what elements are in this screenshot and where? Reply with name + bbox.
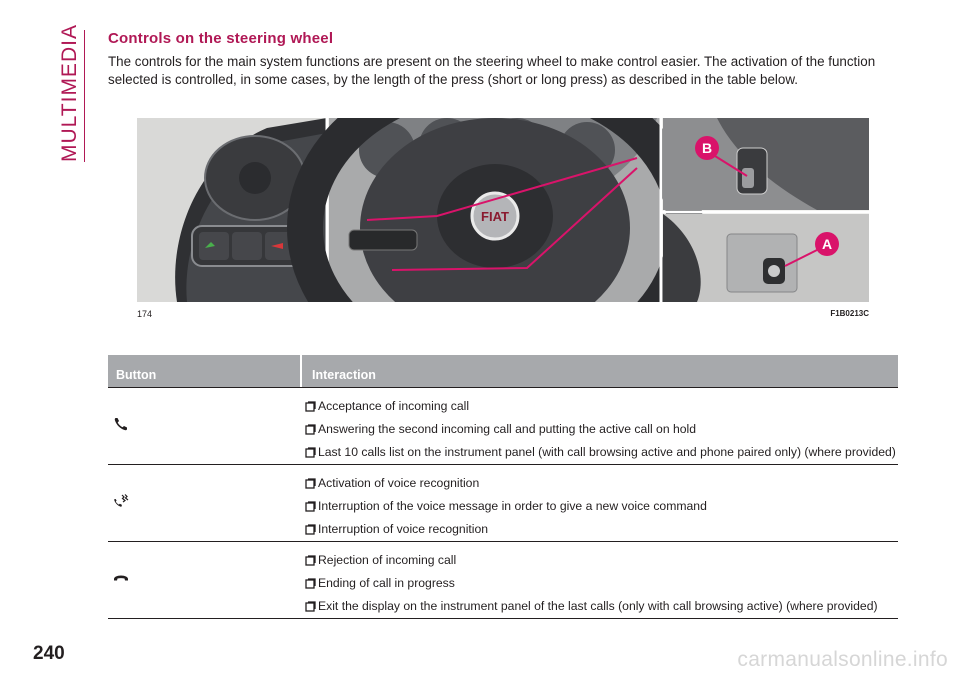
list-item: Answering the second incoming call and putting the active call on hold — [302, 422, 898, 445]
list-item: Ending of call in progress — [302, 576, 898, 599]
table-row — [108, 542, 898, 619]
controls-table — [108, 355, 898, 619]
watermark: carmanualsonline.info — [737, 648, 948, 671]
table-row — [108, 465, 898, 542]
list-item: Exit the display on the instrument panel of the last calls (only with call browsing active) (where provided) — [302, 599, 898, 622]
center-steering-wheel — [305, 118, 685, 302]
voice-recognition-icon — [113, 493, 129, 509]
checkbox-bullet-icon — [305, 401, 316, 412]
column-header-button: Button — [116, 368, 157, 382]
phone-hangup-icon — [113, 570, 129, 586]
page-title: Controls on the steering wheel — [108, 30, 334, 47]
list-item: Rejection of incoming call — [302, 553, 898, 576]
callout-b-label: B — [701, 140, 713, 156]
list-item: Acceptance of incoming call — [302, 399, 898, 422]
checkbox-bullet-icon — [305, 601, 316, 612]
page-number: 240 — [33, 643, 65, 664]
figure-code: F1B0213C — [830, 309, 869, 318]
checkbox-bullet-icon — [305, 501, 316, 512]
callout-a-label: A — [821, 236, 833, 252]
list-item: Interruption of voice recognition — [302, 522, 898, 545]
list-item: Last 10 calls list on the instrument panel (with call browsing active and phone paired only) (where provided) — [302, 445, 898, 468]
checkbox-bullet-icon — [305, 447, 316, 458]
section-tab-label: MULTIMEDIA — [58, 24, 81, 162]
checkbox-bullet-icon — [305, 424, 316, 435]
right-bottom-detail — [663, 214, 869, 302]
phone-answer-icon — [113, 416, 129, 432]
checkbox-bullet-icon — [305, 578, 316, 589]
figure-number: 174 — [137, 309, 153, 319]
steering-wheel-figure — [137, 118, 869, 302]
table-row — [108, 388, 898, 465]
checkbox-bullet-icon — [305, 478, 316, 489]
right-top-detail — [663, 118, 869, 210]
column-header-interaction: Interaction — [312, 368, 376, 382]
list-item: Interruption of the voice message in order to give a new voice command — [302, 499, 898, 522]
list-item: Activation of voice recognition — [302, 476, 898, 499]
fiat-logo-text: FIAT — [481, 209, 509, 224]
checkbox-bullet-icon — [305, 524, 316, 535]
steering-wheel-illustration — [137, 118, 869, 302]
section-tab-divider — [84, 30, 85, 162]
intro-paragraph: The controls for the main system functions are present on the steering wheel to make control easier. The activation of the function selected is controlled, in some cases, by the length of the press (short or long press) as described in the table below. — [108, 54, 876, 87]
table-header — [108, 355, 898, 388]
checkbox-bullet-icon — [305, 555, 316, 566]
section-tab — [58, 24, 81, 162]
